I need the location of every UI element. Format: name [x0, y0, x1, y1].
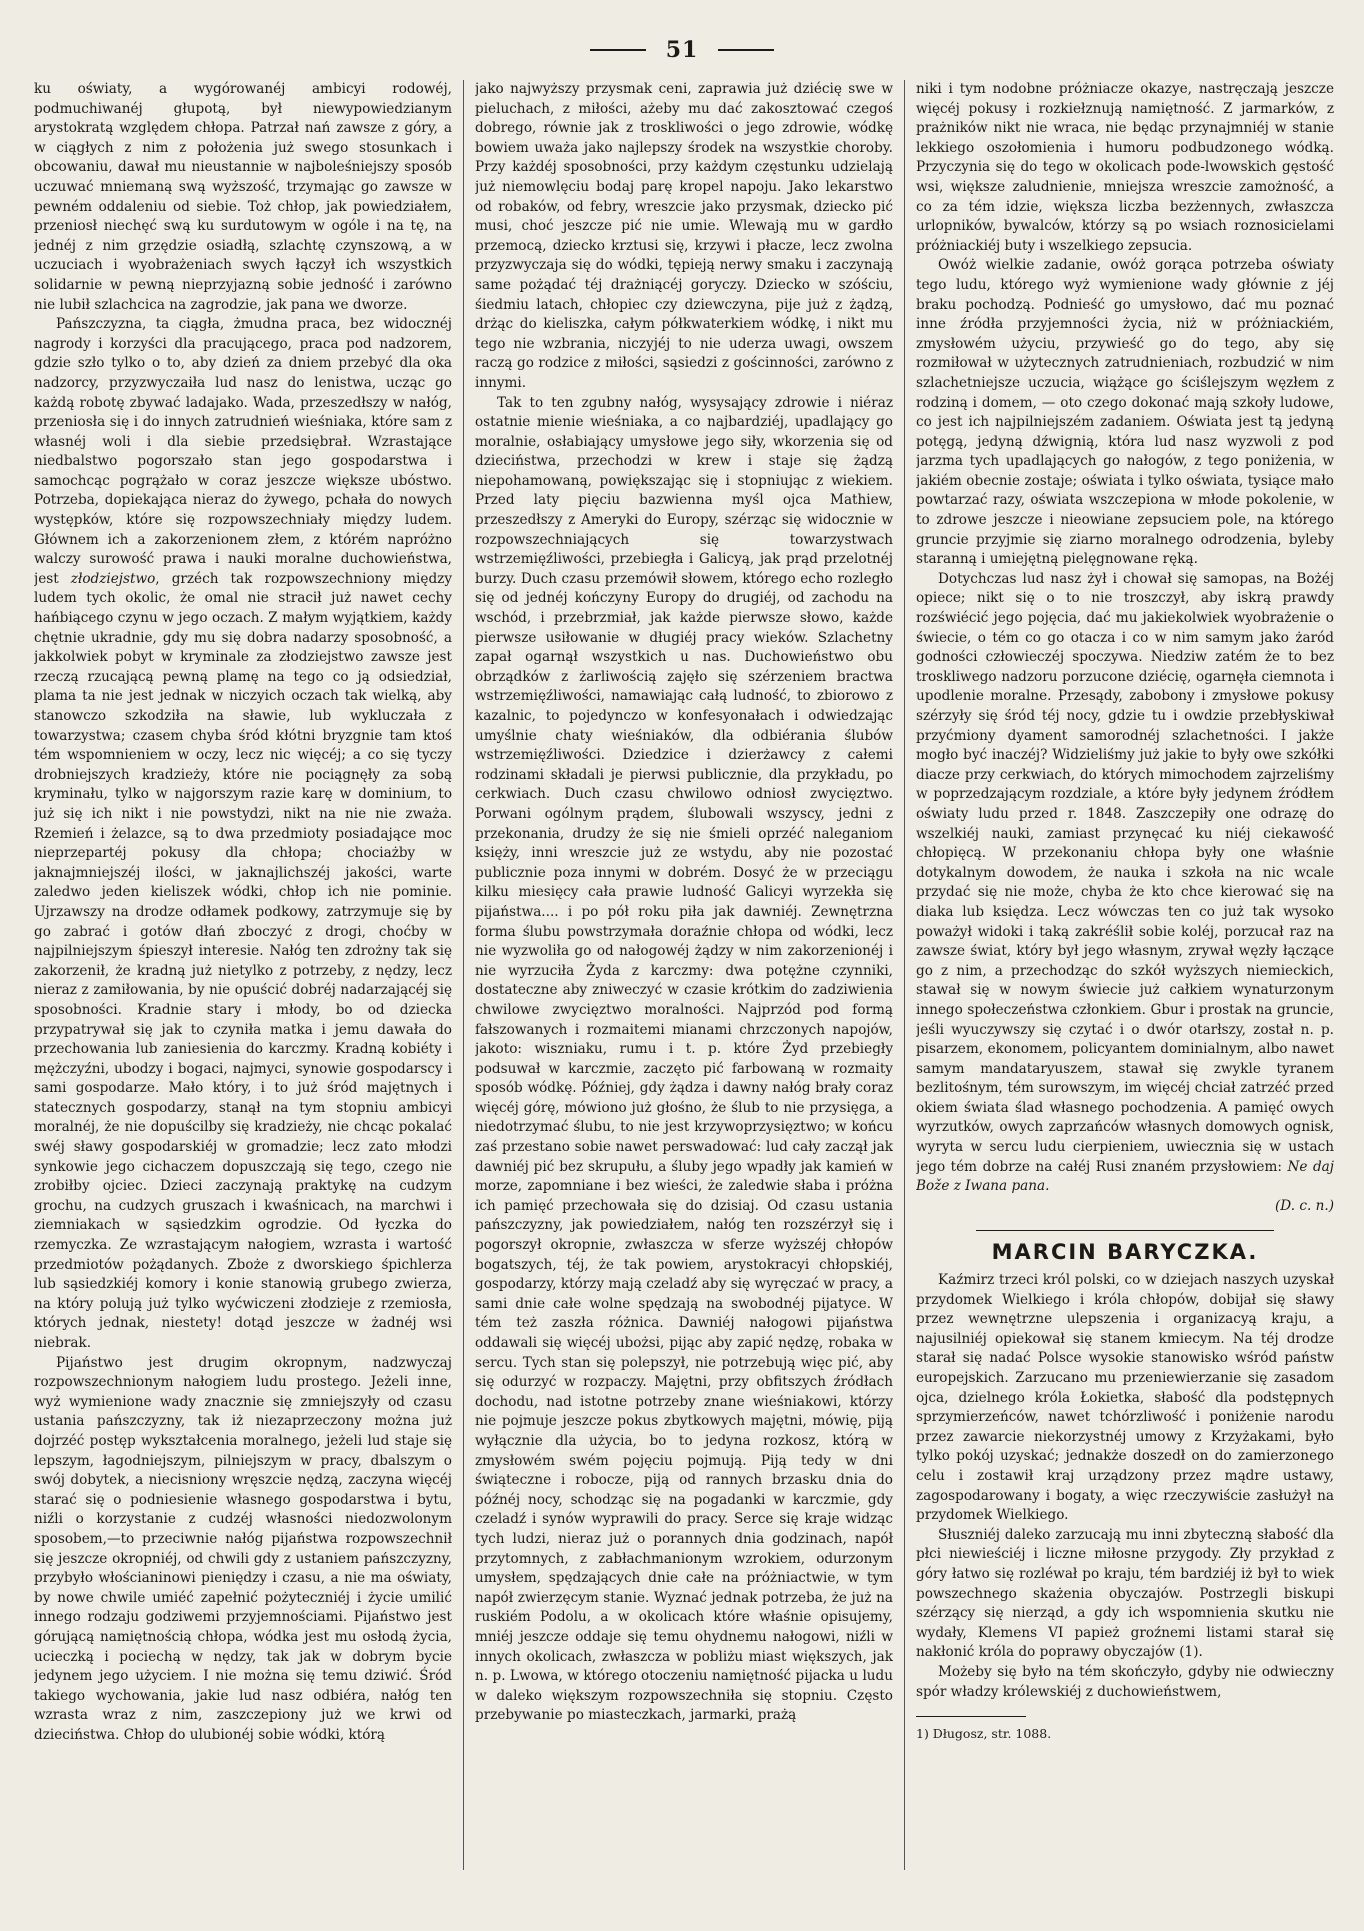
col2-paragraph-2: Tak to ten zgubny nałóg, wysysający zdrowie i niéraz ostatnie mienie wieśniaka, a co najbardziéj, upadlający go moralnie, osłabiający umysłowe jego siły, wkorzenia się od dzieciństwa, przechodzi w krew i staje się żądzą niepohamowaną, powiększając się i stopniując z wiekiem. Przed laty pięciu bazwiennа myśl ojca Mathiew, przeszedłszy z Ameryki do Europy, szérząc się widocznie w rozpowszechniających się towarzystwach wstrzemięźliwości, przebiegła i Galicyą, jak prąd przelotnéj burzy. Duch czasu przemówił słowem, którego echo rozległo się od jednéj kończyny Europy do drugiéj, od zachodu na wschód, i przebrzmiał, jak każde pierwsze słowo, każde pierwsze usiłowanie w długiéj pracy wieków. Szlachetny zapał ogarnął wszystkich u nas. Duchowieństwo obu obrządków z żarliwością zajęło się szérzeniem bractwa wstrzemięźliwości, namawiając całą ludność, to zbiorowo z kazalnic, to pojedynczo w konfesyonałach i odwiedzając umyślnie chaty wieśniaków, dla odbiérania ślubów wstrzemięźliwości. Dziedzice i dzierżawcy z całemi rodzinami składali je pierwsi publicznie, dla przykładu, po cerkwiach. Duch czasu chwilowo odniosł zwycięztwo. Porwani ogólnym prądem, ślubowali wszyscy, jedni z przekonania, drudzy że się nie śmieli oprzéć naleganiom księży, inni wreszcie już ze wstydu, aby nie pozostać publicznie poza innymi w dobrém. Dosyć że w przeciągu kilku miesięcy cała prawie ludność Galicyi wyrzekła się pijaństwa.... i po pół roku piła jak dawniéj. Zewnętrzna forma ślubu powstrzymała doraźnie chłopa od wódki, lecz nie wyzwoliła go od nałogowéj żądzy w nim zakorzenionéj i nie wyrzuciła Żyda z karczmy: dwa potężne czynniki, dostateczne aby zniweczyć w czasie krótkim do zadziwienia chwilowe zwycięztwo moralności. Najprzód pod formą fałszowanych i rozmaitemi mianami chrzczonych napojów, jakoto: wiszniaku, rumu i t. p. które Żyd przebiegły podsuwał w karczmie, zaczęto pić farbowaną w rozmaity sposób wódkę. Później, gdy żądza i dawny nałóg brały coraz więcéj górę, mówiono już głośno, że ślub to nie przysięga, a niedotrzymać ślubu, to nie jest krzywoprzysięztwo; w końcu zaś przestano sobie nawet perswadować: lud cały zaczął jak dawniéj pić bez skrupułu, a śluby jego wpadły jak kamień w morze, zapomniane i bez wieści, że zaledwie słaba i próżna ich pamięć przechowała się do dzisiaj. Od czasu ustania pańszczyzny, jak powiedziałem, nałóg ten rozszérzył się i pogorszył okropnie, zwłaszcza w sferze wyższéj chłopów bogatszych, téj, że tak powiem, arystokracyi chłopskiéj, gospodarzy, którzy mają czeladź aby się wyręczać w pracy, a sami dnie całe wolne spędzają na swobodnéj pijatyce. W tém też zaszła różnica. Dawniéj nałogowi pijaństwa oddawali się więcéj ubożsi, pijąc aby zapić nędzę, robaka w sercu. Tych stan się polepszył, nie potrzebują więc pić, aby się odurzyć w rozpaczy. Majętni, przy obfitszych źródłach dochodu, nad istotne potrzeby znane wieśniakowi, którzy nie pojmuje jeszcze pokus zbytkowych majętni, mówię, piją wyłącznie dla użycia, bo to jedyna rozkosz, którą w zmysłowém swém pojęciu pojmują. Piją tedy w dni świąteczne i robocze, piją od rannych brzasku dnia do późnéj nocy, schodząc się na pogadanki w karczmie, gdy czeladź i synów wyprawili do pracy. Serce się kraje widząc tych ludzi, nieraz już o porannych dnia godzinach, napół przytomnych, z zabłachmanionym wzrokiem, odurzonym umysłem, spędzających dnie całe na próżniactwie, w tym napół zwierzęcym stanie. Wyznać jednak potrzeba, że już na ruskiém Podolu, a w okolicach które właśnie opisujemy, mniéj jeszcze oddaje się temu ohydnemu nałogowi, niźli w innych okolicach, zwłaszcza w pobliżu miast większych, jak n. p. Lwowa, w którego otoczeniu namiętność pijacka u ludu w daleko większym rozpowszechniła się stopniu. Często przebywanie po miasteczkach, jarmarki, prażą [475, 394, 893, 1724]
col1-paragraph-3: Pijaństwo jest drugim okropnym, nadzwyczaj rozpowszechnionym nałogiem ludu prostego. Jeżeli inne, wyż wymienione wady znacznie się zmniejszyły od czasu ustania pańszczyzny, tak iż niezaprzeczony można już dojrzéć postęp wykształcenia moralnego, jeżeli lud staje się lepszym, łagodniejszym, pilniejszym w pracy, dbalszym o swój dobytek, a niecisniony wręszcie nędzą, zaczyna więcéj starać się o podniesienie własnego gospodarstwa i bytu, niźli o korzystanie z cudzéj własności niedozwolonym sposobem,—to przeciwnie nałóg pijaństwa rozpowszechnił się jeszcze okropniéj, od chwili gdy z ustaniem pańszczyzny, przybyło włościaninowi pieniędzy i czasu, a nie ma oświaty, by nowe chwile umiéć zapełnić pożyteczniéj i życie umilić innego rodzaju godziwemi przyjemnościami. Pijaństwo jest górującą namiętnością chłopa, wódka jest mu osłodą życia, ucieczką i pociechą w nędzy, tak jak w dobrym bycie jedynem jego użyciem. I nie można się temu dziwić. Śród takiego wychowania, jakie lud nasz odbiéra, nałóg ten wzrasta wraz z nim, zaszczepiony już we krwi od dzieciństwa. Chłop do ulubionéj sobie wódki, którą [34, 1354, 452, 1743]
col3-paragraph-4: Kaźmirz trzeci król polski, co w dziejach naszych uzyskał przydomek Wielkiego i króla chłopów, dobijał się sławy przez wewnętrzne ulepszenia i organizacyą kraju, a najusilniéj opiekował się stanem kmiecym. Na téj drodze starał się nadać Polsce wysokie stanowisko wśród państw europejskich. Zarzucano mu przeniewierzanie się zasadom ojca, dzielnego króla Łokietka, słabość dla podstępnych sprzymierzeńców, nawet tchórzliwość i poniżenie narodu przez zawarcie niekorzystnéj umowy z Krzyżakami, było tylko pokój uzyskać; jednakże doszedł on do zamierzonego celu i zostawił kraj urządzony przez mądre ustawy, zagospodarowany i bogaty, a więc rzeczywiście zasłużył na przydomek Wielkiego. [916, 1272, 1334, 1524]
col3-paragraph-2: Owóż wielkie zadanie, owóż gorąca potrzeba oświaty tego ludu, którego wyż wymienione wady głównie z jéj braku pochodzą. Podnieść go umysłowo, dać mu poznać inne źródła przyjemności życia, niż w próżniackiém, zmysłowém użyciu, przywieść go do tego, aby się rozmiłował w użytecznych zatrudnieniach, rozbudzić w nim szlachetniejsze uczucia, wiążące go ściślejszym węzłem z rodziną i domem, — oto czego dokonać mają szkoły ludowe, co jest ich najpilniejszém zadaniem. Oświata jest tą jedyną potęgą, jedyną dźwignią, która lud nasz wyzwoli z pod jarzma tych upadlających go nałogów, z tego poniżenia, w jakiém obecnie zostaje; oświata i tylko oświata, tysiące mało powtarzać razy, oświata wszczepiona w młode pokolenie, w to zdrowe jeszcze i nieowiane zepsuciem pole, na którego gruncie przyjmie się ziarno moralnego odrodzenia, byleby staranną i umiejętną pielęgnowane ręką. [916, 257, 1334, 568]
col2-paragraph-1: jako najwyższy przysmak ceni, zaprawia już dziécię swe w pieluchach, z miłości, ażeby mu dać zakosztować czegoś dobrego, równie jak z troskliwości o jego zdrowie, wódkę bowiem uważa jako najlepszy środek na wszystkie choroby. Przy każdéj sposobności, przy każdym częstunku udzielają już niemowlęciu bodaj parę kropel napoju. Jako lekarstwo od robaków, od febry, wreszcie jako przysmak, dziecko pić musi, choć jeszcze pić nie umie. Wlewają mu w gardło przemocą, dziecko krztusi się, krzywi i płacze, lecz zwolna przyzwyczaja się do wódki, tępieją nerwy smaku i zaczynają same pożądać téj drażniącéj goryczy. Dziecko w szóściu, śiedmiu latach, chłopiec czy dziewczyna, pije już z żądzą, drżąc do kieliszka, całym półkwaterkiem wódkę, i nikt mu tego nie wzbrania, niczyjéj to nie uderza uwagi, owszem raczą go rodzice z miłości, sąsiedzi z gościnności, zarówno z innymi. [475, 81, 893, 391]
column-3 [916, 80, 1334, 1870]
page-header [0, 30, 1364, 70]
col1-p2-rest: , grzéch tak rozpowszechniony między ludem tych okolic, że omal nie stracił już nawet cechy hańbiącego czynu w jego oczach. Z małym wyjątkiem, każdy chętnie ukradnie, gdy mu się dobra nadarzy sposobność, a jakkolwiek pobyt w kryminale za złodziejstwo zawsze jest rzeczą rzucającą pewną plamę na tego co ją odsiedział, plama ta nie jest jednak w niczyich oczach tak wielką, aby stanowczo szkodziła na sławie, lub wykluczała z towarzystwa; czasem chyba śród kłótni bryzgnie tam ktoś tém wspomnieniem w oczy, lecz nic więcéj; a co się tyczy drobniejszych kradzieży, które nie pociągnęły za sobą kryminału, tylko w najgorszym razie karę w dominium, to już się ich nikt i nie powstydzi, nikt na nie nie zważa. Rzemień i żelazce, są to dwa przedmioty posiadające moc nieprzepartéj pokusy dla chłopa; chociażby w jaknajmniejszéj ilości, w jaknajlichszéj jakości, warte zaledwo jeden kieliszek wódki, chłop ich nie pominie. Ujrzawszy na drodze odłamek podkowy, zatrzymuje się by go zabrać i gotów dłań zboczyć z drogi, choćby w najpilniejszym śpieszył interesie. Nałóg ten zdrożny tak się zakorzenił, że kradną już nietylko z potrzeby, z nędzy, lecz nieraz z zamiłowania, by nie opuścić dobréj nadarzającéj się sposobności. Kradnie stary i młody, bo od dziecka przypatrywał się jak to czyniła matka i jemu dawała do przechowania lub zaniesienia do karczmy. Kradną kobiéty i mężczyźni, ubodzy i bogaci, najmyci, synowie gospodarscy i sami gospodarze. Mało który, i to już śród majętnych i statecznych gospodarzy, stanął na tym stopniu ambicyi moralnéj, że nie dopuścilby się kradzieży, nie chcąc pokalać swéj sławy gospodarskiéj w gromadzie; lecz zato młodzi synkowie jego cichaczem dopuszczają się tego, czego nie zrobiłby ojciec. Dzieci zaczynają praktykę na cudzym grochu, na cudzych gruszach i kwaśnicach, na marchwi i ziemniakach w sąsiedzkim ogrodzie. Od łyczka do rzemyczka. Ze wzrastającym nałogiem, wzrasta i wartość przedmiotów pożądanych. Zboże z dworskiego śpichlerza lub sąsiedzkiéj komory i konie stanowią grubego zwierza, na który polują już tylko wyćwiczeni złodzieje z rzemiosła, których jednak, niestety! dotąd jeszcze w żadnéj wsi niebrak. [34, 570, 452, 1351]
article-signature: (D. c. n.) [1275, 1197, 1334, 1214]
column-2 [475, 80, 893, 1870]
col1-p2-text: Pańszczyzna, ta ciągła, żmudna praca, bez widocznéj nagrody i korzyści dla pracującego, praca pod nadzorem, gdzie szło tylko o to, aby dzień za dniem przebyć dla oka nadzorcy, przyzwyczaiła lud nasz do lenistwa, ucząc go każdą robotę zbywać ladajako. Wada, przeszedłszy w nałóg, przeniosła się i do innych zatrudnień wieśniaka, które sam z własnéj woli i dla siebie przedsiębrał. Wzrastające niedbalstwo pogorszało stan jego gospodarstwa i samochcąc pogrążało w coraz jeszcze większe ubóstwo. Potrzeba, dopiekająca nieraz do żywego, pchała do nowych występków, które się rozpowszechniały między ludem. Głównem ich a zakorzenionem złem, z którém napróżno walczy surowość prawa i nauki moralne duchowieństwa, jest [34, 316, 452, 587]
col1-paragraph-1: ku oświaty, a wygórowanéj ambicyi rodowéj, podmuchiwanéj głupotą, był niewypowiedzianym arystokratą względem chłopa. Patrzał nań zawsze z góry, a w ciągłych z nim z położenia już swego stosunkach i obcowaniu, dawał mu nieustannie w najboleśniejszy sposób uczuwać mniemaną swą wyższość, trzymając go zawsze w pewném oddaleniu od siebie. Toż chłop, jak powiedziałem, przeniosł niechęć swą ku surdutowym w ogóle i na tę, na jednéj z nim grzędzie osiadłą, szlachtę czynszową, a w uczuciach i wyobrażeniach swych łączył ich wszystkich solidarnie w pewną nieprzyjazną sobie jedność i zarówno nie lubił szlachcica na zagrodzie, jak pana we dworze. [34, 81, 452, 313]
col3-paragraph-3 [916, 570, 1334, 1197]
header-rule-left [590, 49, 646, 51]
col3-paragraph-5: Słuszniéj daleko zarzucają mu inni zbyteczną słabość dla płci niewieściéj i liczne miłosne przygody. Zły przykład z góry łatwo się rozléwał po kraju, tém bardziéj iż był to wiek powszechnego skażenia obyczajów. Postrzegli biskupi szérzący się nierząd, a gdy ich wspomnienia skutku nie wydały, Klemens VI papież groźnemi listami starał się nakłonić króla do poprawy obyczajów (1). [916, 1526, 1334, 1661]
header-rule-right [718, 49, 774, 51]
col3-p3-text: Dotychczas lud nasz żył i chował się samopas, na Bożéj opiece; nikt się o to nie troszczył, aby iskrą prawdy rozświécić jego pojęcia, dać mu jakiekolwiek wyobrażenie o świecie, o tém co go otacza i co w nim samym jako żaród godności człowieczéj spoczywa. Niedziw zatém że to bez troskliwego nadzoru porzucone dziécię, ogarnęła ciemnota i upodlenie moralne. Przesądy, zabobony i zmysłowe pokusy szérzyły się śród téj nocy, gdzie tu i owdzie przebłyskiwał przyćmiony dyament samorodnéj szlachetności. I jakże mogło być inaczéj? Widzieliśmy już jakie to były owe szkółki diacze przy cerkwiach, do których mimochodem zajrzeliśmy w poprzedzającym rozdziale, a które były jedynem źródłem oświaty ludu przed r. 1848. Zaszczepiły one odrazę do wszelkiéj nauki, zamiast przynęcać ku niéj ciekawość chłopięcą. W przekonaniu chłopa były one właśnie dotykalnym dowodem, że nauka i szkoła na nic wcale przydać się nie może, chyba że kto chce kierować się na diaka lub księdza. Lecz wówczas ten co już tak wysoko poważył widoki i taką zakréślił sobie koléj, porzucał raz na zawsze świat, który był jego własnym, zrywał węzły łączące go z nim, a przechodząc do szkół wyższych niemieckich, stawał się w nowym świecie już całkiem wynaturzonym innego społeczeństwa członkiem. Gbur i prostak na gruncie, jeśli wyuczywszy się czytać i o dwór otarłszy, został n. p. pisarzem, ekonomem, policyantem dominialnym, albo nawet samym mandataryuszem, stawał się zwykle tyranem bezlitośnym, tém surowszym, im więcéj chciał zatrzéć przed okiem świata ślad własnego pochodzenia. A pamięć owych wyrzutków, owych zaprzańców własnych domowych ognisk, wyryta w sercu ludu cierpieniem, uwiecznia się w ustach jego tém dobrze na całéj Rusi znaném przysłowiem: [916, 570, 1334, 1175]
col1-p2-emphasis: złodziejstwo [70, 570, 156, 587]
col3-paragraph-1: niki i tym nodobne próżniacze okazye, nastręczają jeszcze więcéj pokusy i rozkiełznują namiętność. Z jarmarków, z prażników nikt nie wraca, nie będąc przynajmniéj w stanie lekkiego oszołomienia i humoru podbudzonego wódką. Przyczynia się do tego w okolicach pode-lwowskich gęstość wsi, większe zaludnienie, mniejsza wreszcie zamożność, a co za tém idzie, większa liczba bezżennych, zwłaszcza urlopników, bywalców, którzy są po wsiach roznosicielami próżniackiéj buty i wszelkiego zepsucia. [916, 81, 1334, 254]
column-divider-2 [904, 80, 905, 1870]
col1-paragraph-2 [34, 315, 452, 1353]
text-columns [34, 80, 1334, 1870]
section-divider [976, 1230, 1274, 1231]
footnote: 1) Długosz, str. 1088. [916, 1726, 1052, 1742]
col3-proverb: Ne daj Bože z Iwana pana. [916, 1158, 1334, 1195]
column-1 [34, 80, 452, 1870]
page-number: 51 [665, 37, 699, 63]
footnote-rule [916, 1716, 1026, 1717]
section-title: MARCIN BARYCZKA. [991, 1240, 1259, 1265]
col3-paragraph-6: Możeby się było na tém skończyło, gdyby nie odwieczny spór władzy królewskiéj z duchowieństwem, [916, 1663, 1334, 1700]
column-divider-1 [463, 80, 464, 1870]
